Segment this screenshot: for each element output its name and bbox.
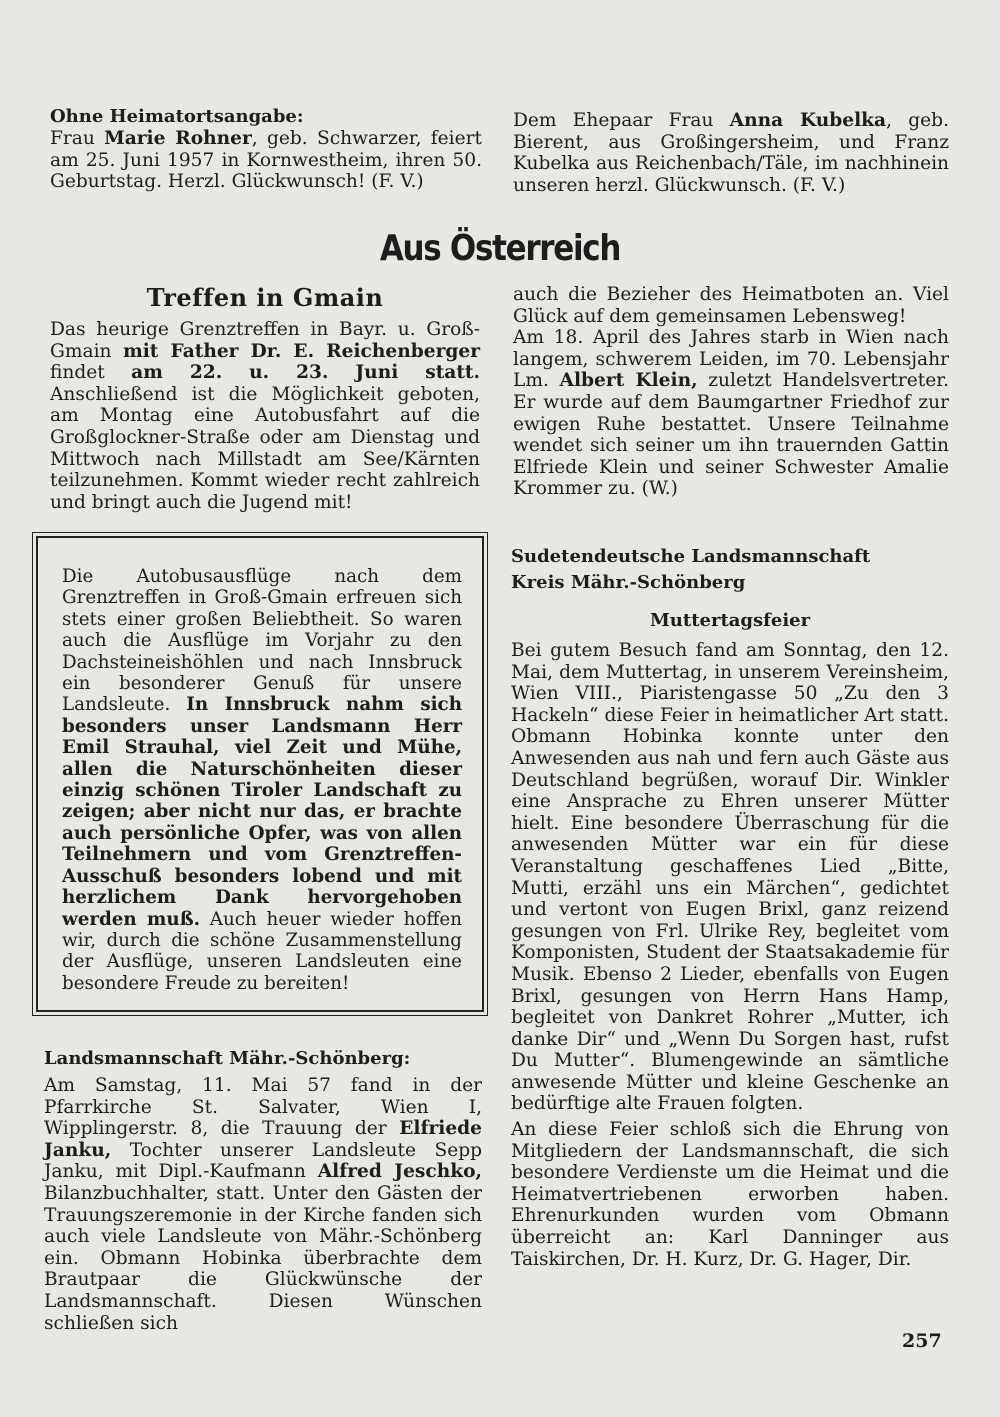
text-run: Bilanzbuchhalter, statt. Unter den Gästen der Trauungszeremonie in der Kirche fanden sich auch viele Landsleute von Mähr.-Schönberg ein. Obmann Hobinka überbrachte dem Brautpaar die Glückwünsche der Landsmannschaft. Diesen Wünschen schließen sich <box>44 1182 482 1334</box>
article-body: auch die Bezieher des Heimatboten an. Viel Glück auf dem gemeinsamen Lebensweg! <box>513 284 949 327</box>
text-run: Die Autobusausflüge nach dem Grenztreffen in Groß-Gmain erfreuen sich stets einer großen Beliebtheit. So waren auch die Ausflüge im Vorjahr zu den Dachsteineishöhlen und nach Innsbruck ein besonderer Genuß für unsere Landsleute. <box>62 566 462 716</box>
text-run: zuletzt Handelsvertreter. Er wurde auf dem Baumgartner Friedhof zur ewigen Ruhe bestattet. Unsere Teilnahme wendet sich seiner um ihn trauernden Gattin Elfriede Klein und seiner Schwester Amalie Krommer zu. (W.) <box>513 370 949 500</box>
article-body <box>44 1075 482 1334</box>
article-title: Treffen in Gmain <box>146 283 384 312</box>
article-treffen-in-gmain <box>50 283 480 513</box>
text-run: Anschließend ist die Möglichkeit geboten, am Montag eine Autobusfahrt auf die Großglockner-Straße oder am Dienstag und Mittwoch nach Millstadt am See/Kärnten teilzunehmen. Kommt wieder recht zahlreich und bringt auch die Jugend mit! <box>50 383 480 513</box>
text-run: Tochter unserer Landsleute Sepp Janku, mit Dipl.-Kaufmann <box>44 1139 482 1183</box>
section-heading: Sudetendeutsche Landsmannschaft <box>511 546 871 567</box>
article-landsmannschaft <box>44 1048 482 1334</box>
text-run: , geb. Schwarzer, feiert am 25. Juni 1957 in Kornwestheim, ihren 50. Geburtstag. Herzl. Glückwunsch! (F. V.) <box>50 128 482 193</box>
text-run: Dem Ehepaar Frau <box>513 110 730 131</box>
bold-run: In Innsbruck nahm sich besonders unser Landsmann Herr Emil Strauhal, viel Zeit und Mühe, allen die Naturschönheiten dieser einzig schönen Tiroler Landschaft zu zeigen; aber nicht nur das, er brachte auch persönliche Opfer, was von allen Teilnehmern und vom Grenztreffen-Ausschuß besonders lobend und mit herzlichem Dank hervorgehoben werden muß. <box>62 694 462 930</box>
person-name: Anna Kubelka <box>729 110 887 131</box>
article-body <box>513 110 949 196</box>
boxed-notice <box>36 536 484 1012</box>
article-body: An diese Feier schloß sich die Ehrung von Mitgliedern der Landsmannschaft, die sich besondere Verdienste um die Heimat und die Heimatvertriebenen erworben haben. Ehrenurkunden wurden vom Obmann überreicht an: Karl Danninger aus Taiskirchen, Dr. H. Kurz, Dr. G. Hager, Dir. <box>511 1119 949 1270</box>
section-heading: Ohne Heimatortsangabe: <box>50 106 304 127</box>
section-heading: Landsmannschaft Mähr.-Schönberg: <box>44 1048 411 1069</box>
article-body: Bei gutem Besuch fand am Sonntag, den 12. Mai, dem Muttertag, in unserem Vereinsheim, Wien VIII., Piaristengasse 50 „Zu den 3 Hackeln“ diese Feier in heimatlicher Art statt. Obmann Hobinka konnte unter den Anwesenden aus nah und fern auch Gäste aus Deutschland begrüßen, worauf Dir. Winkler eine Ansprache zu Ehren unserer Mütter hielt. Eine besondere Überraschung für die anwesenden Mütter war ein für diese Veranstaltung geschaffenes Lied „Bitte, Mutti, erzähl uns ein Märchen“, gedichtet und vertont von Eugen Brixl, ganz reizend gesungen von Frl. Ulrike Rey, begleitet vom Komponisten, Student der Staatsakademie für Musik. Ebenso 2 Lieder, ebenfalls von Eugen Brixl, gesungen von Herrn Hans Hamp, begleitet von Dankret Rohrer „Mutter, ich danke Dir“ und „Wenn Du Sorgen hast, rufst Du Mutter“. Blumengewinde an sämtliche anwesende Mütter und kleine Geschenke an bedürftige alte Frauen folgten. <box>511 640 949 1115</box>
person-name: Elfriede Janku, <box>44 1118 482 1161</box>
article-kubelka <box>513 110 949 196</box>
article-body <box>50 319 480 513</box>
page-section-title: Aus Österreich <box>379 228 621 269</box>
person-name: Alfred Jeschko, <box>317 1161 482 1183</box>
text-run: Am 18. April des Jahres starb in Wien nach langem, schwerem Leiden, im 70. Lebensjahr Lm. <box>513 327 949 392</box>
article-ohne-heimatortsangabe <box>50 106 482 193</box>
text-run: Am Samstag, 11. Mai 57 fand in der Pfarrkirche St. Salvater, Wien I, Wipplingerstr. 8, die Trauung der <box>44 1075 482 1140</box>
notice-body <box>62 566 462 994</box>
bold-run: am 22. u. 23. Juni statt. <box>131 362 480 384</box>
section-subheading: Kreis Mähr.-Schönberg <box>511 572 746 593</box>
event-title: Muttertagsfeier <box>649 610 811 631</box>
article-continuation <box>513 284 949 500</box>
person-name: Albert Klein, <box>559 370 698 392</box>
obituary-body <box>513 327 949 500</box>
text-run: Frau <box>50 128 105 149</box>
text-run: Das heurige Grenztreffen in Bayr. u. Groß-Gmain <box>50 319 480 362</box>
text-run: Auch heuer wieder hoffen wir, durch die schöne Zusammenstellung der Ausflüge, unseren Landsleuten eine besondere Freude zu bereiten! <box>62 908 462 994</box>
bold-run: mit Father Dr. E. Reichenberger <box>123 340 480 362</box>
person-name: Marie Rohner <box>104 128 252 149</box>
article-sudetendeutsche <box>511 546 949 1270</box>
article-body <box>50 128 482 193</box>
text-run: findet <box>50 362 132 384</box>
text-run: , geb. Bierent, aus Großingersheim, und Franz Kubelka aus Reichenbach/Täle, im nachhinein unseren herzl. Glückwunsch. (F. V.) <box>513 110 949 196</box>
page-number: 257 <box>902 1330 942 1352</box>
